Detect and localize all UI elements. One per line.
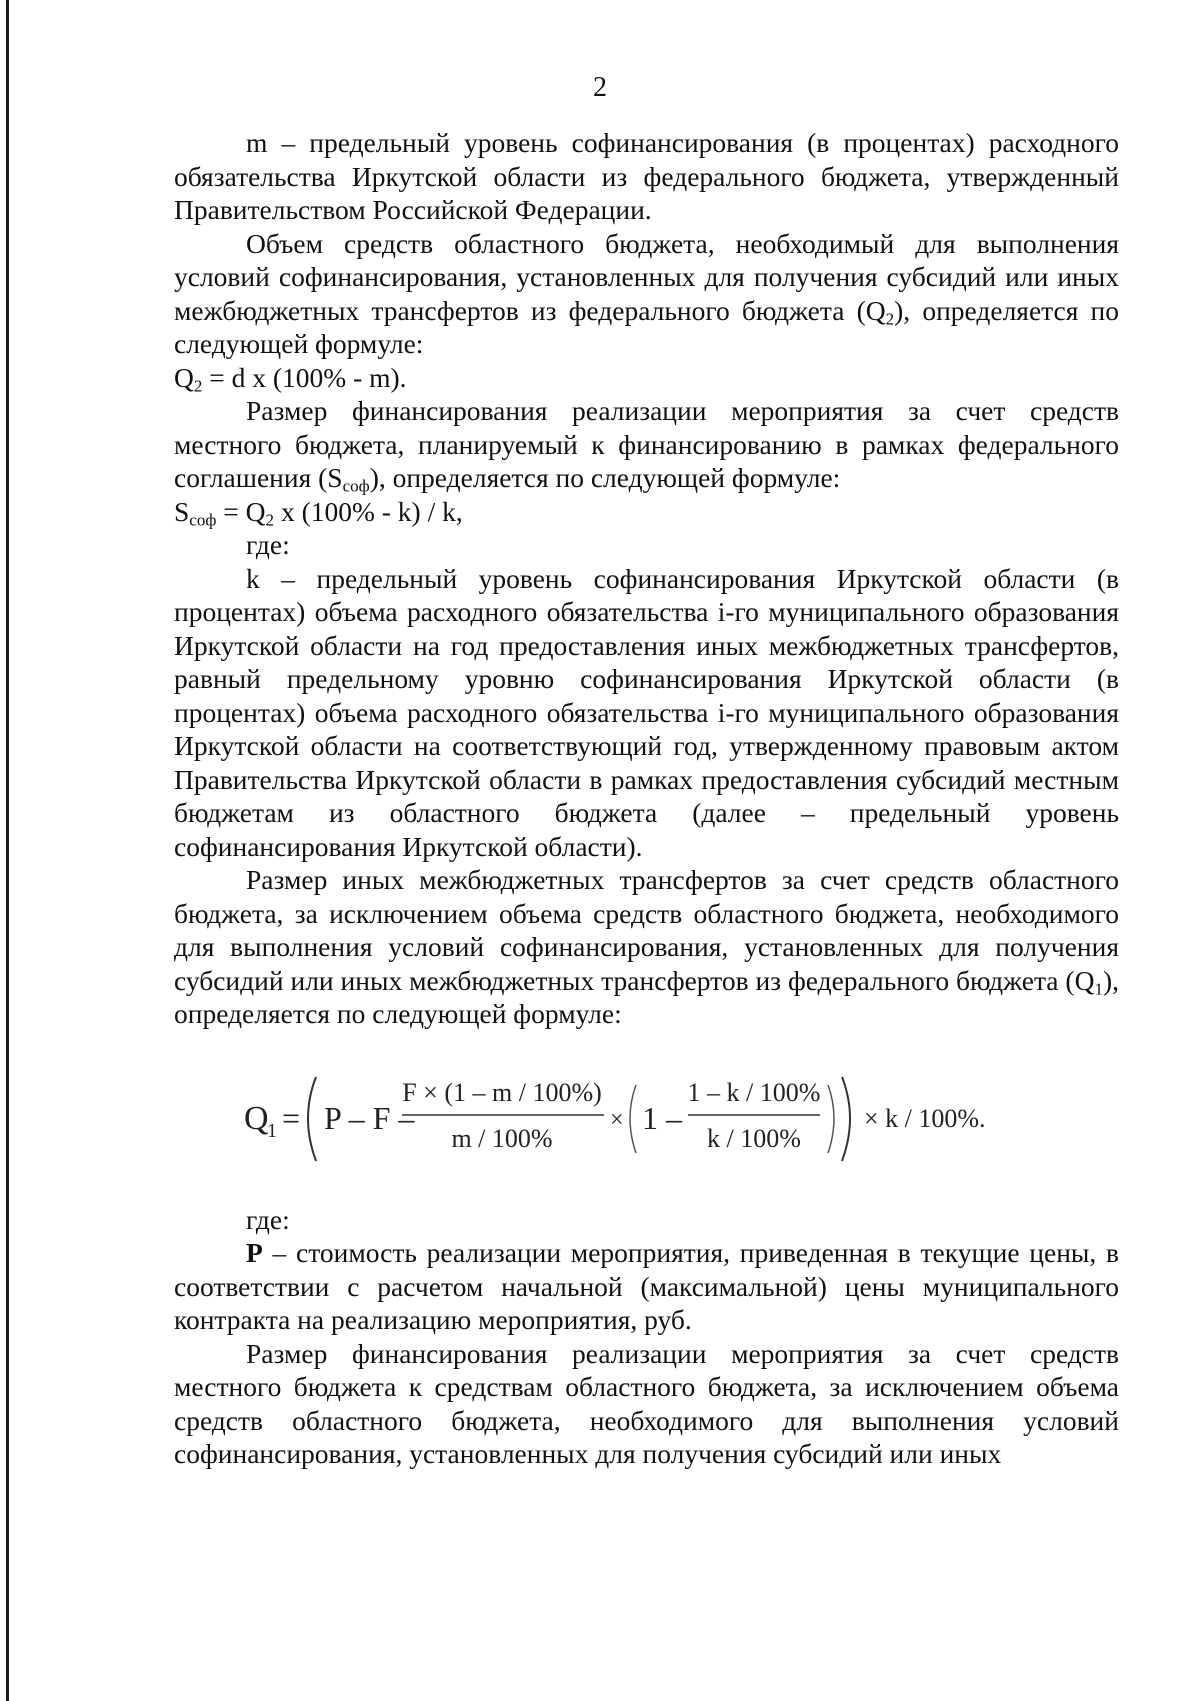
paragraph-q2-intro: Объем средств областного бюджета, необходимый для выполнения условий софинансирования, установленных для получения субсидий или иных межбюджетных трансфертов из федерального бюджета $(Q_2)$, определяется по следующей формуле: [174,227,1119,359]
page-left-edge-line [6,0,9,1701]
formula-q1-denominator2: k / 100% [707,1123,801,1153]
paragraph-m-definition: m – предельный уровень софинансирования (в процентах) расходного обязательства Иркутской области из федерального бюджета, утвержденный Правительством Российской Федерации. [174,127,1119,225]
paragraph-local-budget: Размер финансирования реализации мероприятия за счет средств местного бюджета к средствам областного бюджета, за исключением объема средств областного бюджета, необходимого для выполнения условий софинансирования, установленных для получения субсидий или иных [174,1337,1119,1469]
paragraph-scof-intro: Размер финансирования реализации мероприятия за счет средств местного бюджета, планируемый к финансированию в рамках федерального соглашения $(S_{соф})$, определяется по следующей формуле: [174,395,1119,496]
where-label-1: где: [246,529,290,560]
formula-q2: $Q_2 = d$ x (100% - m). [174,361,407,395]
formula-q1-numerator1: F × (1 – m / 100%) [402,1077,602,1107]
formula-q1-lhs-sub: 1 [267,1119,277,1142]
formula-q1-close-paren [842,1077,850,1161]
formula-q1-graphic [174,1063,1119,1173]
paragraph-k-definition: k – предельный уровень софинансирования Иркутской области (в процентах) объема расходного обязательства i-го муниципального образования Иркутской области на год предоставления иных межбюджетных трансфертов, равный предельному уровню софинансирования Иркутской области (в процентах) объема расходного обязательства i-го муниципального образования Иркутской области на соответствующий год, утвержденному правовым актом Правительства Иркутской области в рамках предоставления субсидий местным бюджетам из областного бюджета (далее – предельный уровень софинансирования Иркутской области). [174,562,1119,862]
paragraph-p-definition: P – стоимость реализации мероприятия, приведенная в текущие цены, в соответствии с расчетом начальной (максимальной) цены муниципального контракта на реализацию мероприятия, руб. [174,1237,1119,1335]
paragraph-q1-intro: Размер иных межбюджетных трансфертов за счет средств областного бюджета, за исключением объема средств областного бюджета, необходимого для выполнения условий софинансирования, установленных для получения субсидий или иных межбюджетных трансфертов из федерального бюджета $(Q_1)$, определяется по следующей формуле: [174,864,1119,1029]
formula-q1-inner-open-paren [630,1085,636,1153]
formula-q1-open-paren [308,1077,316,1161]
formula-q1-denominator1: m / 100% [451,1123,553,1153]
formula-q1-term1: P – F – [324,1099,415,1136]
formula-q1-one-minus: 1 – [642,1099,682,1136]
page-number: 2 [593,72,607,103]
document-body [174,126,1119,1471]
formula-q1-tail: × k / 100%. [864,1103,986,1133]
formula-scof: $S_{соф} = Q_2$ x (100% - k) / k, [174,495,463,529]
formula-q1-numerator2: 1 – k / 100% [687,1077,821,1107]
formula-q1-inner-close-paren [828,1085,834,1153]
formula-q1-times1: × [610,1106,624,1133]
formula-q1 [174,1063,1119,1173]
formula-q1-equals: = [282,1099,301,1136]
where-label-2: где: [246,1203,290,1235]
formula-q1-lhs: Q [244,1099,269,1137]
